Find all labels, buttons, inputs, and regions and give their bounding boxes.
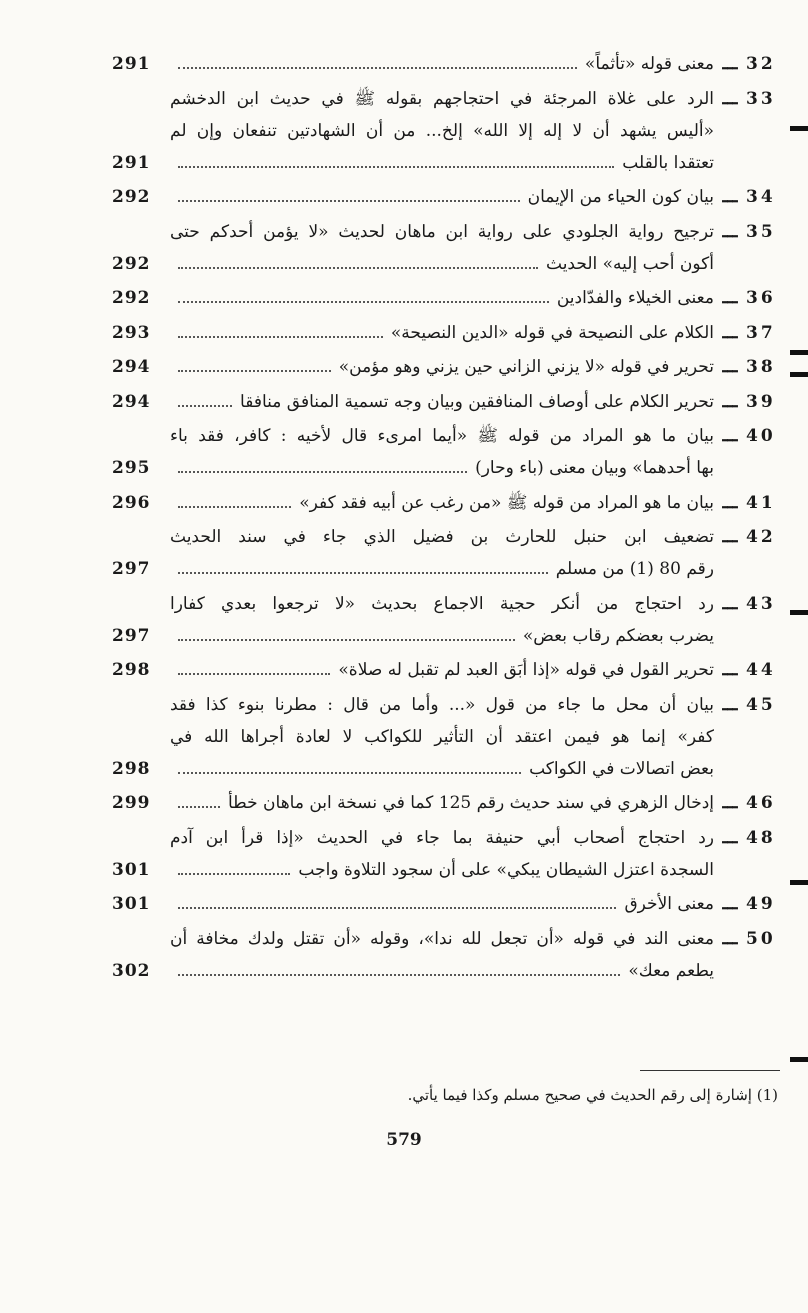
toc-entry-text: الرد على غلاة المرجئة في احتجاجهم بقوله ﷺ في حديث ابن الدخشم [170, 88, 714, 109]
entry-dash: ـــ [722, 527, 738, 547]
toc-entry-number: 48 [746, 827, 776, 848]
toc-page-number: 291 [112, 152, 151, 173]
toc-entry-text: يضرب بعضكم رقاب بعض» [522, 625, 714, 646]
entry-dash: ـــ [722, 322, 738, 343]
toc-entry [112, 654, 786, 686]
toc-entry [112, 822, 786, 886]
toc-page-number: 294 [112, 391, 151, 412]
toc-entry-number: 41 [746, 492, 776, 513]
toc-entry-text: رقم 80 (1) من مسلم [555, 559, 714, 579]
toc-entry-number: 50 [746, 928, 776, 949]
edge-mark [790, 126, 808, 131]
entry-dash: ـــ [722, 221, 738, 242]
toc-entry-text: تضعيف ابن حنبل للحارث بن فضيل الذي جاء في سند الحديث [170, 527, 714, 547]
toc-entry [112, 521, 786, 585]
entry-dash: ـــ [722, 827, 738, 848]
toc-entry-number: 43 [746, 593, 776, 614]
toc-entry-text: إدخال الزهري في سند حديث رقم 125 كما في نسخة ابن ماهان خطأ [228, 793, 714, 813]
toc-entry-text: بعض اتصالات في الكواكب [529, 758, 714, 779]
toc-entry [112, 888, 786, 920]
footnote-divider [640, 1070, 780, 1071]
toc-page-number: 295 [112, 458, 151, 478]
toc-entry-number: 42 [746, 527, 776, 547]
toc-page-number: 297 [112, 625, 151, 646]
toc-entry-text: تعتقدا بالقلب [622, 152, 714, 173]
toc-page-number: 292 [112, 253, 151, 274]
toc-entry-number: 36 [746, 288, 776, 308]
dot-leader [178, 505, 291, 508]
entry-dash: ـــ [722, 694, 738, 715]
toc-entry-number: 44 [746, 660, 776, 680]
toc-page-number: 298 [112, 660, 151, 680]
toc-entry-text: الكلام على النصيحة في قوله «الدين النصيحة» [390, 322, 714, 343]
toc-entry-number: 35 [746, 221, 776, 242]
toc-entry-number: 32 [746, 54, 776, 74]
toc-entry-number: 49 [746, 894, 776, 914]
toc-entry-text: أكون أحب إليه» الحديث [546, 253, 714, 274]
toc-entry-text: بيان أن محل ما جاء من قول «... وأما من قال : مطرنا بنوء كذا فقد [170, 694, 714, 715]
toc-entry-number: 45 [746, 694, 776, 715]
dot-leader [178, 638, 515, 641]
entry-dash: ـــ [722, 894, 738, 914]
entry-dash: ـــ [722, 593, 738, 614]
entry-dash: ـــ [722, 54, 738, 74]
toc-entry [112, 181, 786, 213]
entry-dash: ـــ [722, 357, 738, 377]
footnote: (1) إشارة إلى رقم الحديث في صحيح مسلم وكذا فيما يأتي. [407, 1086, 778, 1104]
edge-mark [790, 350, 808, 355]
entry-dash: ـــ [722, 928, 738, 949]
toc-entry-number: 46 [746, 793, 776, 813]
edge-mark [790, 880, 808, 885]
toc-entry-number: 33 [746, 88, 776, 109]
toc-entry [112, 386, 786, 418]
entry-dash: ـــ [722, 793, 738, 813]
dot-leader [178, 906, 616, 909]
toc-entry [112, 420, 786, 484]
dot-leader [178, 300, 549, 303]
page-number: 579 [386, 1130, 422, 1150]
toc-entry [112, 487, 786, 519]
edge-mark [790, 372, 808, 377]
toc-page-number: 298 [112, 758, 151, 779]
toc-entry-text: بها أحدهما» وبيان معنى (باء وحار) [475, 458, 714, 478]
dot-leader [178, 199, 520, 202]
entry-dash: ـــ [722, 187, 738, 207]
toc-page-number: 299 [112, 793, 151, 813]
toc-entry-text: بيان ما هو المراد من قوله ﷺ «من رغب عن أبيه فقد كفر» [299, 492, 714, 513]
toc-entry [112, 317, 786, 349]
dot-leader [178, 404, 232, 407]
toc-page-number: 291 [112, 54, 151, 74]
toc-entry-text: ترجيح رواية الجلودي على رواية ابن ماهان لحديث «لا يؤمن أحدكم حتى [170, 221, 714, 242]
entry-dash: ـــ [722, 288, 738, 308]
dot-leader [178, 165, 614, 168]
toc-entry-text: تحرير في قوله «لا يزني الزاني حين يزني وهو مؤمن» [338, 357, 714, 377]
toc-entry-text: كفر» إنما هو فيمن اعتقد أن التأثير للكواكب لا لعادة أجراها الله في [170, 726, 714, 747]
toc-entry-text: تحرير القول في قوله «إذا أبَق العبد لم تقبل له صلاة» [338, 660, 714, 680]
entry-dash: ـــ [722, 88, 738, 109]
entry-dash: ـــ [722, 426, 738, 446]
dot-leader [178, 672, 330, 675]
toc-entry-text: السجدة اعتزل الشيطان يبكي» على أن سجود التلاوة واجب [298, 859, 714, 880]
toc-entry [112, 787, 786, 819]
toc-page-number: 302 [112, 960, 151, 981]
edge-mark [790, 610, 808, 615]
toc-entry [112, 83, 786, 179]
toc-entry-number: 40 [746, 426, 776, 446]
toc-entry [112, 282, 786, 314]
toc-entry-text: رد احتجاج من أنكر حجية الاجماع بحديث «لا ترجعوا بعدي كفارا [170, 593, 714, 614]
toc-entry-number: 38 [746, 357, 776, 377]
toc-entry-number: 39 [746, 391, 776, 412]
dot-leader [178, 872, 290, 875]
dot-leader [178, 369, 331, 372]
dot-leader [178, 973, 620, 976]
table-of-contents [112, 48, 786, 989]
toc-entry-number: 37 [746, 322, 776, 343]
entry-dash: ـــ [722, 660, 738, 680]
dot-leader [178, 771, 521, 774]
edge-mark [790, 1057, 808, 1062]
dot-leader [178, 66, 577, 69]
toc-entry-text: بيان كون الحياء من الإيمان [527, 187, 714, 207]
toc-entry-text: معنى الخيلاء والفدّادين [556, 288, 714, 308]
toc-page-number: 294 [112, 357, 151, 377]
entry-dash: ـــ [722, 391, 738, 412]
toc-entry-text: معنى الند في قوله «أن تجعل لله ندا»، وقوله «أن تقتل ولدك مخافة أن [170, 928, 714, 949]
toc-entry-text: بيان ما هو المراد من قوله ﷺ «أيما امرىء قال لأخيه : كافر، فقد باء [170, 426, 714, 446]
toc-entry-text: «أليس يشهد أن لا إله إلا الله» إلخ... من أن الشهادتين تنفعان وإن لم [170, 120, 714, 141]
toc-entry-text: معنى الأخرق [624, 894, 714, 914]
toc-page-number: 296 [112, 492, 151, 513]
toc-entry [112, 351, 786, 383]
dot-leader [178, 335, 383, 338]
toc-entry [112, 588, 786, 652]
toc-entry [112, 689, 786, 785]
toc-entry [112, 216, 786, 280]
toc-entry-text: رد احتجاج أصحاب أبي حنيفة بما جاء في الحديث «إذا قرأ ابن آدم [170, 827, 714, 848]
entry-dash: ـــ [722, 492, 738, 513]
dot-leader [178, 805, 220, 808]
toc-page-number: 292 [112, 187, 151, 207]
toc-entry-text: يطعم معك» [628, 960, 714, 981]
toc-page-number: 301 [112, 859, 151, 880]
toc-entry [112, 48, 786, 80]
toc-page-number: 292 [112, 288, 151, 308]
toc-entry-number: 34 [746, 187, 776, 207]
toc-page-number: 297 [112, 559, 151, 579]
dot-leader [178, 470, 467, 473]
toc-page-number: 301 [112, 894, 151, 914]
toc-entry-text: تحرير الكلام على أوصاف المنافقين وبيان وجه تسمية المنافق منافقا [240, 391, 714, 412]
toc-page-number: 293 [112, 322, 151, 343]
toc-entry [112, 923, 786, 987]
dot-leader [178, 571, 548, 574]
dot-leader [178, 266, 538, 269]
toc-entry-text: معنى قوله «تأثماً» [584, 54, 714, 74]
